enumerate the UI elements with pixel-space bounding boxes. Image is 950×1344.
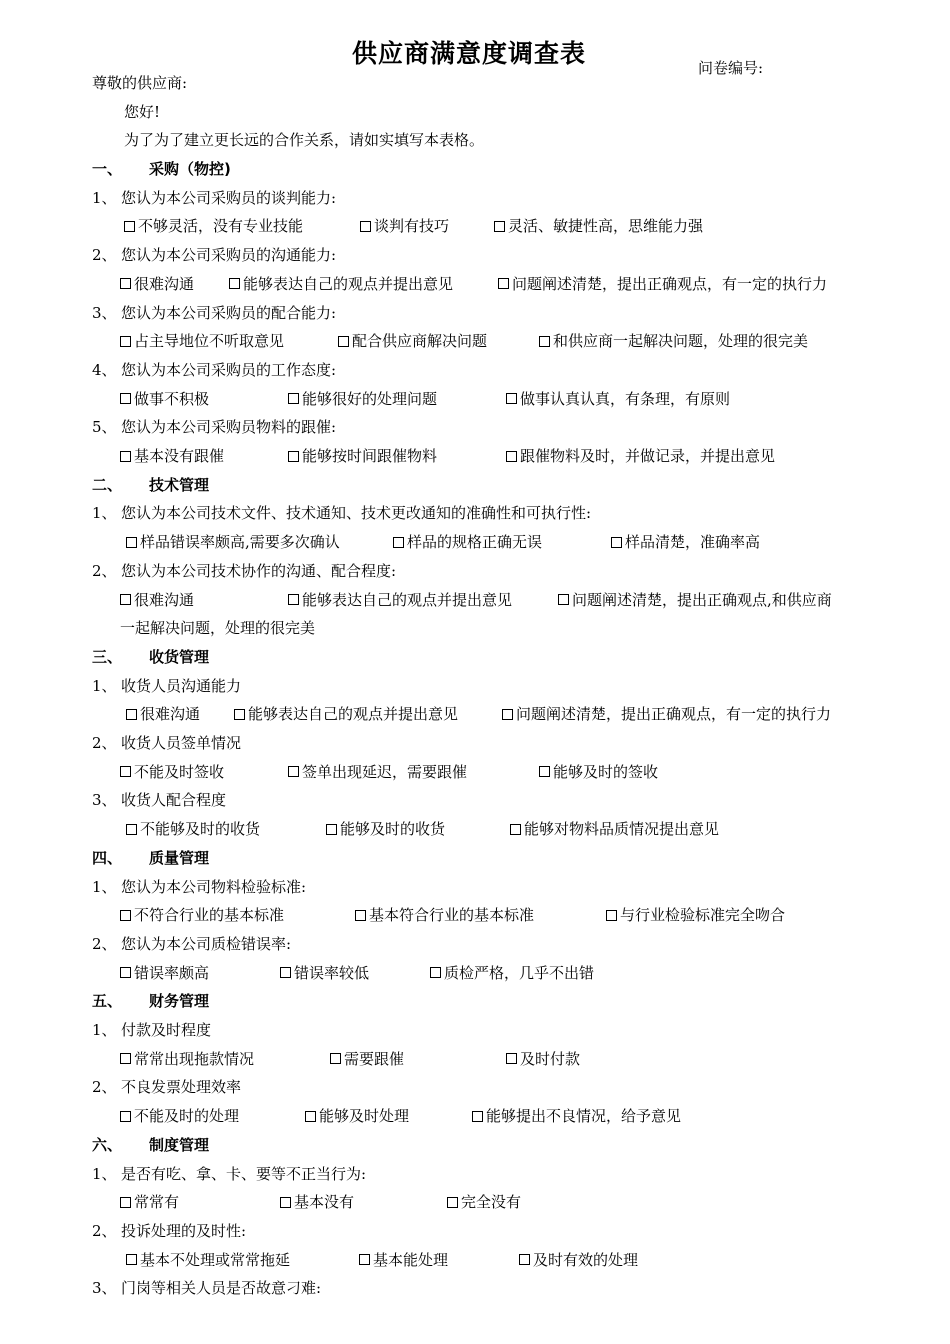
checkbox[interactable] <box>120 1197 131 1208</box>
checkbox-option[interactable] <box>288 761 467 783</box>
section-heading <box>92 847 209 869</box>
option-label: 基本能处理 <box>373 1250 449 1269</box>
option-label: 能够及时处理 <box>319 1107 410 1126</box>
question-text: 投诉处理的及时性: <box>121 1221 247 1240</box>
checkbox-option[interactable] <box>502 703 831 725</box>
checkbox-option[interactable] <box>229 273 453 295</box>
option-label: 及时付款 <box>520 1049 581 1068</box>
checkbox-option[interactable] <box>288 388 437 410</box>
option-label: 灵活、敏捷性高，思维能力强 <box>508 217 704 236</box>
option-label: 能够按时间跟催物料 <box>302 447 438 465</box>
question-number: 2、 <box>92 1221 117 1240</box>
question <box>92 244 336 266</box>
checkbox-option[interactable] <box>472 1105 681 1127</box>
question-number: 5、 <box>92 418 117 437</box>
checkbox[interactable] <box>305 1111 316 1122</box>
section-heading <box>92 990 209 1012</box>
checkbox-option[interactable] <box>506 445 775 467</box>
checkbox[interactable] <box>288 451 299 462</box>
question <box>92 302 336 324</box>
option-label: 错误率颇高 <box>134 963 210 982</box>
checkbox[interactable] <box>502 709 513 720</box>
checkbox-option[interactable] <box>360 215 449 237</box>
option-label: 跟催物料及时，并做记录，并提出意见 <box>520 447 776 465</box>
checkbox-option[interactable] <box>288 445 437 467</box>
question-number: 2、 <box>92 934 117 953</box>
section-title: 技术管理 <box>149 475 210 494</box>
question-text: 收货人员沟通能力 <box>121 676 242 695</box>
question <box>92 789 226 811</box>
questionnaire-number-label: 问卷编号: <box>698 59 764 77</box>
checkbox-option[interactable] <box>611 531 760 553</box>
question-text: 您认为本公司采购员的谈判能力: <box>121 188 337 207</box>
checkbox[interactable] <box>126 1254 137 1265</box>
option-label: 问题阐述清楚，提出正确观点，有一定的执行力 <box>516 705 832 724</box>
checkbox-option[interactable] <box>506 1048 580 1070</box>
question-text: 不良发票处理效率 <box>121 1078 242 1097</box>
checkbox[interactable] <box>120 1111 131 1122</box>
option-label: 问题阐述清楚，提出正确观点,和供应商 <box>572 590 832 609</box>
section-number: 五、 <box>92 992 123 1011</box>
checkbox-option[interactable] <box>558 589 832 611</box>
checkbox[interactable] <box>120 336 131 347</box>
checkbox-option[interactable] <box>126 818 260 840</box>
option-label: 样品的规格正确无误 <box>407 533 543 552</box>
option-label: 能够及时的收货 <box>340 820 446 839</box>
checkbox-option[interactable] <box>120 273 194 295</box>
option-label: 很难沟通 <box>134 274 195 293</box>
question-number: 2、 <box>92 734 117 752</box>
checkbox-option[interactable] <box>280 962 369 984</box>
option-label: 不能及时的处理 <box>134 1107 240 1126</box>
checkbox[interactable] <box>494 221 505 232</box>
section-title: 采购（物控) <box>149 160 231 178</box>
checkbox[interactable] <box>124 221 135 232</box>
salutation: 尊敬的供应商: <box>92 74 188 92</box>
checkbox[interactable] <box>498 278 509 289</box>
checkbox[interactable] <box>539 336 550 347</box>
option-label: 很难沟通 <box>134 590 195 609</box>
page-title: 供应商满意度调查表 <box>352 39 587 68</box>
checkbox[interactable] <box>280 1197 291 1208</box>
checkbox-option[interactable] <box>288 589 512 611</box>
question <box>92 1163 366 1185</box>
checkbox-option[interactable] <box>519 1249 638 1271</box>
option-label: 及时有效的处理 <box>533 1250 639 1269</box>
checkbox-option[interactable] <box>447 1191 521 1213</box>
checkbox-option[interactable] <box>539 330 808 352</box>
checkbox-option[interactable] <box>338 330 487 352</box>
checkbox[interactable] <box>539 766 550 777</box>
section-title: 质量管理 <box>149 848 210 867</box>
question-number: 3、 <box>92 1279 117 1298</box>
question-text: 门岗等相关人员是否故意刁难: <box>121 1279 322 1298</box>
checkbox-option[interactable] <box>330 1048 404 1070</box>
section-number: 四、 <box>92 848 123 867</box>
option-label: 谈判有技巧 <box>374 217 450 236</box>
option-label: 能够对物料品质情况提出意见 <box>524 820 720 839</box>
checkbox[interactable] <box>558 594 569 605</box>
question-number: 3、 <box>92 303 117 322</box>
question-text: 您认为本公司采购员的配合能力: <box>121 303 337 322</box>
section-heading <box>92 646 209 668</box>
checkbox[interactable] <box>506 451 517 462</box>
checkbox[interactable] <box>126 709 137 720</box>
checkbox-option[interactable] <box>120 1048 254 1070</box>
checkbox[interactable] <box>120 278 131 289</box>
checkbox[interactable] <box>338 336 349 347</box>
question-text: 您认为本公司质检错误率: <box>121 934 292 953</box>
question-number: 1、 <box>92 504 117 523</box>
question-number: 4、 <box>92 360 117 379</box>
question <box>92 1220 246 1242</box>
question <box>92 359 336 381</box>
question <box>92 1076 241 1098</box>
question-number: 1、 <box>92 877 117 896</box>
option-label: 常常有 <box>134 1193 180 1212</box>
option-label: 常常出现拖款情况 <box>134 1049 255 1068</box>
option-label: 基本符合行业的基本标准 <box>369 906 535 925</box>
option-label: 完全没有 <box>461 1193 522 1212</box>
option-label: 能够提出不良情况，给予意见 <box>486 1107 682 1126</box>
section-number: 三、 <box>92 647 123 666</box>
checkbox-option[interactable] <box>120 904 284 926</box>
checkbox[interactable] <box>288 594 299 605</box>
option-label: 占主导地位不听取意见 <box>134 332 285 351</box>
checkbox[interactable] <box>393 537 404 548</box>
option-label: 能够很好的处理问题 <box>302 389 438 408</box>
checkbox[interactable] <box>506 1053 517 1064</box>
option-label: 做事认真认真，有条理，有原则 <box>520 389 731 408</box>
checkbox[interactable] <box>120 451 131 462</box>
checkbox-option[interactable] <box>430 962 594 984</box>
checkbox[interactable] <box>234 709 245 720</box>
option-label: 基本不处理或常常拖延 <box>140 1250 291 1269</box>
checkbox[interactable] <box>506 393 517 404</box>
option-label: 能够表达自己的观点并提出意见 <box>248 705 459 724</box>
checkbox-option[interactable] <box>124 215 303 237</box>
question-text: 您认为本公司采购员的工作态度: <box>121 360 337 379</box>
option-label: 不能及时签收 <box>134 762 225 781</box>
checkbox[interactable] <box>611 537 622 548</box>
option-label: 很难沟通 <box>140 705 201 724</box>
section-title: 财务管理 <box>149 992 210 1011</box>
checkbox[interactable] <box>519 1254 530 1265</box>
purpose-text: 为了为了建立更长远的合作关系，请如实填写本表格。 <box>124 131 485 149</box>
checkbox-option[interactable] <box>120 330 284 352</box>
question-text: 是否有吃、拿、卡、要等不正当行为: <box>121 1164 367 1183</box>
checkbox[interactable] <box>126 537 137 548</box>
checkbox[interactable] <box>326 824 337 835</box>
question-text: 付款及时程度 <box>121 1021 212 1039</box>
question <box>92 416 336 438</box>
checkbox-option[interactable] <box>126 703 200 725</box>
section-heading <box>92 1134 209 1156</box>
question <box>92 933 291 955</box>
question-text: 您认为本公司技术文件、技术通知、技术更改通知的准确性和可执行性: <box>121 504 592 523</box>
greeting: 您好! <box>124 103 161 121</box>
checkbox-option[interactable] <box>326 818 445 840</box>
checkbox-option[interactable] <box>280 1191 354 1213</box>
option-label: 需要跟催 <box>344 1049 405 1068</box>
checkbox-option[interactable] <box>126 531 340 553</box>
checkbox-option[interactable] <box>120 761 224 783</box>
option-label: 能够表达自己的观点并提出意见 <box>243 274 454 293</box>
option-label: 不符合行业的基本标准 <box>134 906 285 925</box>
option-label: 基本没有 <box>294 1193 355 1212</box>
section-number: 一、 <box>92 160 123 178</box>
question-number: 1、 <box>92 188 117 207</box>
checkbox-option[interactable] <box>120 388 209 410</box>
option-label: 质检严格，几乎不出错 <box>444 963 595 982</box>
question-text: 收货人配合程度 <box>121 791 227 810</box>
checkbox[interactable] <box>330 1053 341 1064</box>
question-text: 您认为本公司技术协作的沟通、配合程度: <box>121 561 397 580</box>
checkbox-option[interactable] <box>126 1249 290 1271</box>
checkbox-option[interactable] <box>120 1105 239 1127</box>
checkbox[interactable] <box>120 967 131 978</box>
checkbox[interactable] <box>359 1254 370 1265</box>
checkbox[interactable] <box>606 910 617 921</box>
checkbox-option[interactable] <box>510 818 719 840</box>
option-label: 不够灵活，没有专业技能 <box>138 217 304 236</box>
option-label: 问题阐述清楚，提出正确观点，有一定的执行力 <box>512 274 828 293</box>
question <box>92 675 241 697</box>
section-title: 收货管理 <box>149 647 210 666</box>
checkbox[interactable] <box>430 967 441 978</box>
checkbox[interactable] <box>510 824 521 835</box>
checkbox[interactable] <box>472 1111 483 1122</box>
checkbox[interactable] <box>360 221 371 232</box>
checkbox[interactable] <box>355 910 366 921</box>
question-text: 您认为本公司采购员物料的跟催: <box>121 418 337 437</box>
checkbox[interactable] <box>288 766 299 777</box>
option-label: 不能够及时的收货 <box>140 820 261 839</box>
checkbox-option[interactable] <box>305 1105 409 1127</box>
question <box>92 560 396 582</box>
question <box>92 1277 321 1299</box>
section-title: 制度管理 <box>149 1135 210 1154</box>
question-number: 1、 <box>92 676 117 695</box>
option-label: 基本没有跟催 <box>134 447 225 465</box>
checkbox[interactable] <box>126 824 137 835</box>
option-label: 能够表达自己的观点并提出意见 <box>302 590 513 609</box>
checkbox[interactable] <box>120 1053 131 1064</box>
option-label: 和供应商一起解决问题，处理的很完美 <box>553 332 809 351</box>
option-label: 能够及时的签收 <box>553 762 659 781</box>
checkbox-option[interactable] <box>120 445 224 467</box>
question-number: 2、 <box>92 561 117 580</box>
question-text: 收货人员签单情况 <box>121 734 242 752</box>
option-label: 样品错误率颇高,需要多次确认 <box>140 533 340 552</box>
section-heading <box>92 474 209 496</box>
section-number: 六、 <box>92 1135 123 1154</box>
checkbox[interactable] <box>120 393 131 404</box>
option-label: 做事不积极 <box>134 389 210 408</box>
checkbox-option[interactable] <box>120 962 209 984</box>
question-number: 2、 <box>92 1078 117 1097</box>
checkbox[interactable] <box>280 967 291 978</box>
option-continuation: 一起解决问题，处理的很完美 <box>120 619 316 638</box>
checkbox[interactable] <box>447 1197 458 1208</box>
question-text: 您认为本公司物料检验标准: <box>121 877 307 896</box>
checkbox[interactable] <box>120 594 131 605</box>
checkbox[interactable] <box>120 910 131 921</box>
option-label: 错误率较低 <box>294 963 370 982</box>
question-number: 1、 <box>92 1164 117 1183</box>
option-label: 配合供应商解决问题 <box>352 332 488 351</box>
checkbox-option[interactable] <box>120 589 194 611</box>
question <box>92 1019 211 1041</box>
option-label: 样品清楚，准确率高 <box>625 533 761 552</box>
question <box>92 502 591 524</box>
checkbox[interactable] <box>120 766 131 777</box>
checkbox-option[interactable] <box>498 273 827 295</box>
question <box>92 876 306 898</box>
checkbox[interactable] <box>229 278 240 289</box>
checkbox-option[interactable] <box>393 531 542 553</box>
checkbox-option[interactable] <box>234 703 458 725</box>
checkbox[interactable] <box>288 393 299 404</box>
checkbox-option[interactable] <box>539 761 658 783</box>
checkbox-option[interactable] <box>506 388 730 410</box>
checkbox-option[interactable] <box>120 1191 179 1213</box>
question <box>92 732 241 754</box>
checkbox-option[interactable] <box>355 904 534 926</box>
question-number: 3、 <box>92 791 117 810</box>
question-number: 1、 <box>92 1021 117 1039</box>
option-label: 签单出现延迟，需要跟催 <box>302 762 468 781</box>
section-number: 二、 <box>92 475 123 494</box>
question-text: 您认为本公司采购员的沟通能力: <box>121 246 337 265</box>
option-label: 与行业检验标准完全吻合 <box>620 906 786 925</box>
checkbox-option[interactable] <box>359 1249 448 1271</box>
checkbox-option[interactable] <box>606 904 785 926</box>
checkbox-option[interactable] <box>494 215 703 237</box>
section-heading <box>92 158 231 180</box>
question <box>92 187 336 209</box>
question-number: 2、 <box>92 246 117 265</box>
